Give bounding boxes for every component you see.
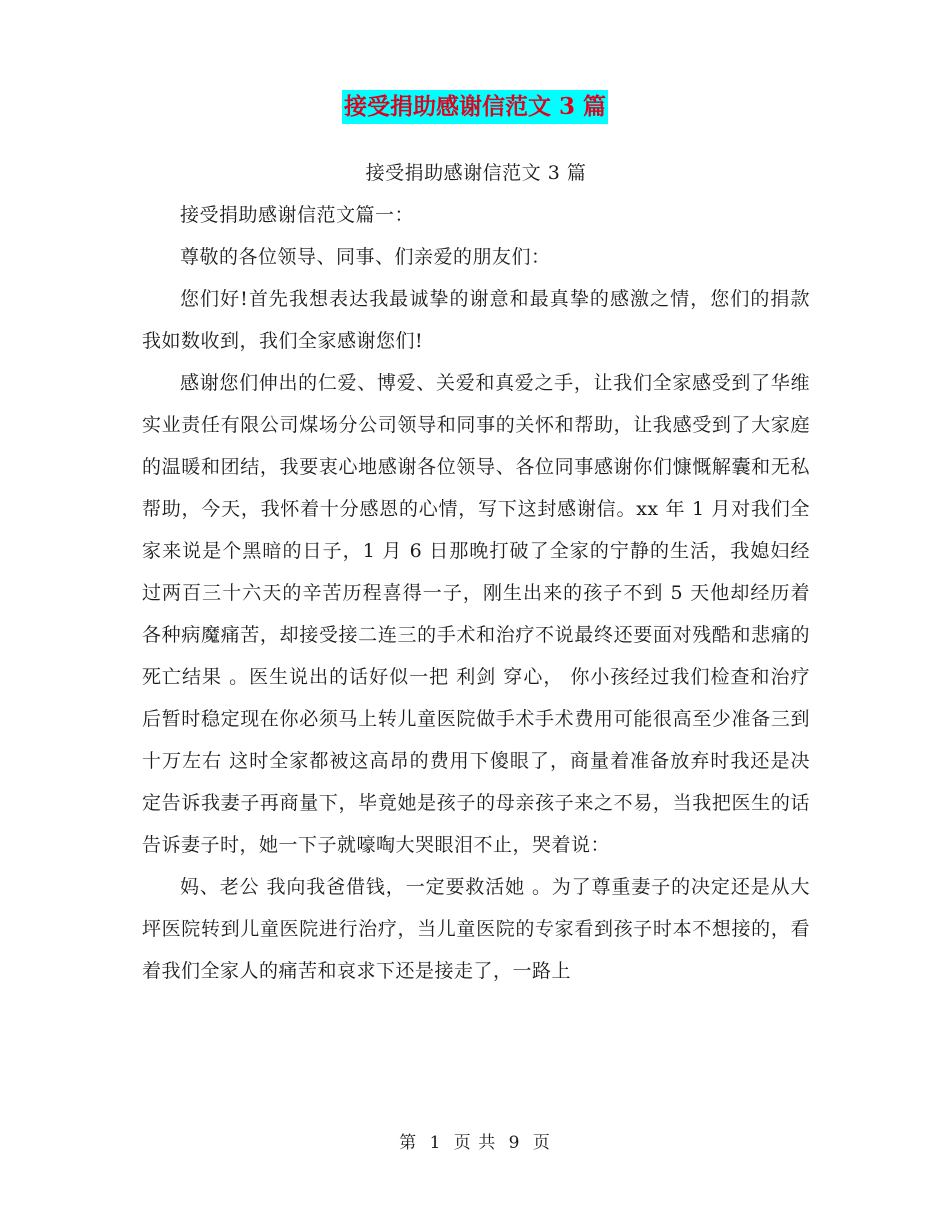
document-title: 接受捐助感谢信范文 3 篇 [342,90,608,124]
document-body [142,152,810,992]
document-subtitle: 接受捐助感谢信范文 3 篇 [365,162,587,184]
footer-suffix: 页 [532,1133,551,1153]
footer-prefix: 第 [399,1133,418,1153]
footer-page-number: 1 [429,1133,442,1153]
paragraph-heading: 接受捐助感谢信范文篇一： [180,204,415,226]
document-title-wrap [0,90,950,124]
paragraph-salutation: 尊敬的各位领导、同事、们亲爱的朋友们： [180,246,551,268]
footer-total-pages: 9 [508,1133,521,1153]
page-footer [0,1130,950,1156]
paragraph-greeting: 您们好!首先我想表达我最诚挚的谢意和最真挚的感激之情，您们的捐款我如数收到，我们全家感谢您们! [142,288,810,352]
paragraph-thanks: 感谢您们伸出的仁爱、博爱、关爱和真爱之手，让我们全家感受到了华维实业责任有限公司煤场分公司领导和同事的关怀和帮助，让我感受到了大家庭的温暖和团结，我要衷心地感谢各位领导、各位同事感谢你们慷慨解囊和无私帮助，今天，我怀着十分感恩的心情，写下这封感谢信。xx 年 1 月对我们全家来说是个黑暗的日子，1 月 6 日那晚打破了全家的宁静的生活，我媳妇经过两百三十六天的辛苦历程喜得一子，刚生出来的孩子不到 5 天他却经历着各种病魔痛苦，却接受接二连三的手术和治疗不说最终还要面对残酷和悲痛的死亡结果 。医生说出的话好似一把 利剑 穿心， 你小孩经过我们检查和治疗后暂时稳定现在你必须马上转儿童医院做手术手术费用可能很高至少准备三到十万左右 这时全家都被这高昂的费用下傻眼了，商量着准备放弃时我还是决定告诉我妻子再商量下，毕竟她是孩子的母亲孩子来之不易，当我把医生的话告诉妻子时，她一下子就嚎啕大哭眼泪不止，哭着说： [142,372,810,856]
paragraph-decision: 妈、老公 我向我爸借钱，一定要救活她 。为了尊重妻子的决定还是从大坪医院转到儿童医院进行治疗，当儿童医院的专家看到孩子时本不想接的，看着我们全家人的痛苦和哀求下还是接走了，一路上 [142,876,810,982]
footer-middle: 页 共 [453,1133,497,1153]
